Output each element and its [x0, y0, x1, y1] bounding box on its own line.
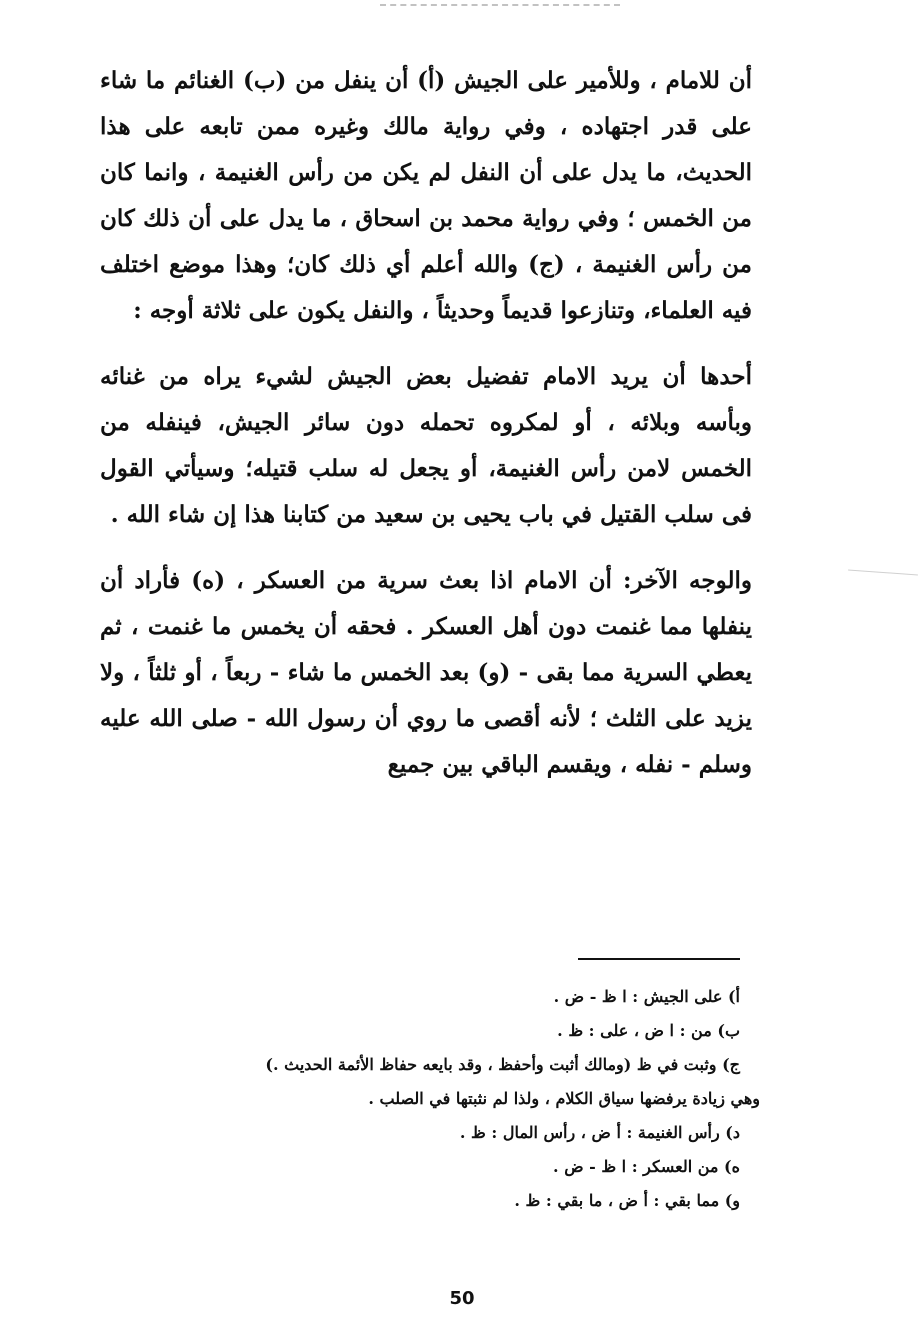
footnote-jim-continuation: وهي زيادة يرفضها سياق الكلام ، ولذا لم نثبتها في الصلب . — [368, 1089, 760, 1108]
scan-artifact-line — [848, 570, 918, 576]
paragraph-3: والوجه الآخر: أن الامام اذا بعث سرية من العسكر ، (ه) فأراد أن ينفلها مما غنمت دون أهل العسكر . فحقه أن يخمس ما غنمت ، ثم يعطي السرية مما بقى - (و) بعد الخمس ما شاء - ربعاً ، أو ثلثاً ، ولا يزيد على الثلث ؛ لأنه أقصى ما روي أن رسول الله - صلى الله عليه وسلم - نفله ، ويقسم الباقي بين جميع — [100, 567, 752, 778]
footnote-alif: أ) على الجيش : ا ظ - ض . — [553, 987, 740, 1006]
footnote-jim: ج) وثبت في ظ (ومالك أثبت وأحفظ ، وقد بايعه حفاظ الأئمة الحديث .) — [265, 1055, 740, 1074]
scan-top-marks — [380, 4, 620, 16]
footnote-dal: د) رأس الغنيمة : أ ض ، رأس المال : ظ . — [459, 1123, 740, 1142]
footnote-separator — [578, 958, 740, 960]
paragraph-1: أن للامام ، وللأمير على الجيش (أ) أن ينفل من (ب) الغنائم ما شاء على قدر اجتهاده ، وفي رواية مالك وغيره ممن تابعه على هذا الحديث، ما يدل على أن النفل لم يكن من رأس الغنيمة ، وانما كان من الخمس ؛ وفي رواية محمد بن اسحاق ، ما يدل على أن ذلك كان من رأس الغنيمة ، (ج) والله أعلم أي ذلك كان؛ وهذا موضع اختلف فيه العلماء، وتنازعوا قديماً وحديثاً ، والنفل يكون على ثلاثة أوجه : — [100, 67, 752, 324]
paragraph-2: أحدها أن يريد الامام تفضيل بعض الجيش لشيء يراه من غنائه وبأسه وبلائه ، أو لمكروه تحمله دون سائر الجيش، فينفله من الخمس لامن رأس الغنيمة، أو يجعل له سلب قتيله؛ وسيأتي القول فى سلب القتيل في باب يحيى بن سعيد من كتابنا هذا إن شاء الله . — [100, 363, 752, 528]
main-text — [100, 58, 752, 808]
footnotes — [90, 980, 760, 1218]
footnote-ba: ب) من : ا ض ، على : ظ . — [557, 1021, 740, 1040]
footnote-waw: و) مما بقي : أ ض ، ما بقي : ظ . — [514, 1191, 740, 1210]
page-number: 50 — [449, 1288, 475, 1309]
footnote-ha: ه) من العسكر : ا ظ - ض . — [553, 1157, 740, 1176]
